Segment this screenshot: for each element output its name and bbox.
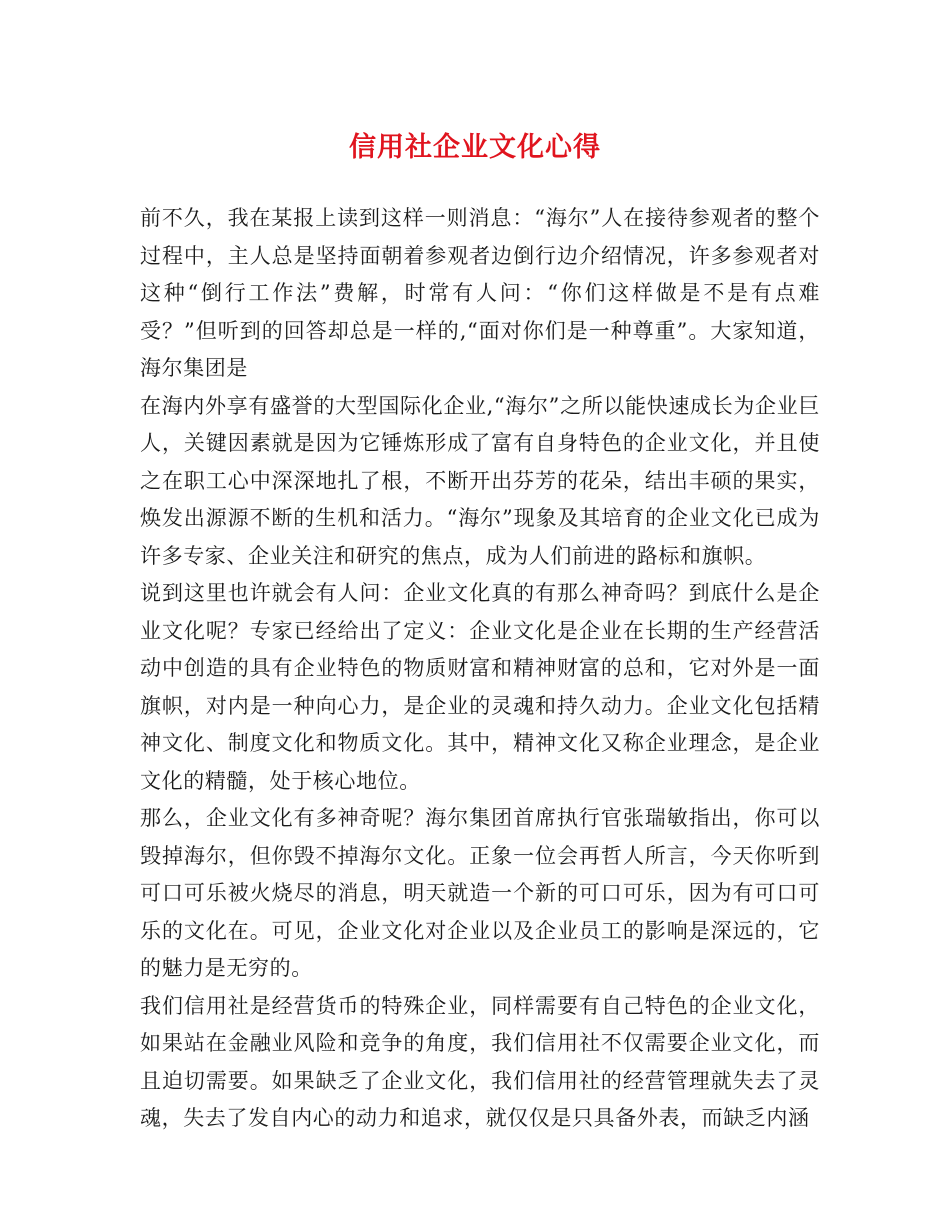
paragraph-4: 那么，企业文化有多神奇呢？海尔集团首席执行官张瑞敏指出，你可以毁掉海尔，但你毁不掉海尔文化。正象一位会再哲人所言，今天你听到可口可乐被火烧尽的消息，明天就造一个新的可口可乐，因为有可口可乐的文化在。可见，企业文化对企业以及企业员工的影响是深远的，它的魅力是无穷的。 [140,806,820,980]
page-title: 信用社企业文化心得 [349,132,601,163]
paragraph-2: 在海内外享有盛誉的大型国际化企业,“海尔”之所以能快速成长为企业巨人，关键因素就是因为它锤炼形成了富有自身特色的企业文化，并且使之在职工心中深深地扎了根，不断开出芬芳的花朵，结出丰硕的果实，焕发出源源不断的生机和活力。“海尔”现象及其培育的企业文化已成为许多专家、企业关注和研究的焦点，成为人们前进的路标和旗帜。 [140,393,820,568]
document-body [140,200,820,1138]
paragraph-1: 前不久，我在某报上读到这样一则消息：“海尔”人在接待参观者的整个过程中，主人总是坚持面朝着参观者边倒行边介绍情况，许多参观者对这种“倒行工作法”费解，时常有人问：“你们这样做是不是有点难受？”但听到的回答却总是一样的,“面对你们是一种尊重”。大家知道，海尔集团是 [140,206,820,380]
paragraph-3: 说到这里也许就会有人问：企业文化真的有那么神奇吗？到底什么是企业文化呢？专家已经给出了定义：企业文化是企业在长期的生产经营活动中创造的具有企业特色的物质财富和精神财富的总和，它对外是一面旗帜，对内是一种向心力，是企业的灵魂和持久动力。企业文化包括精神文化、制度文化和物质文化。其中，精神文化又称企业理念，是企业文化的精髓，处于核心地位。 [140,581,820,793]
paragraph-5: 我们信用社是经营货币的特殊企业，同样需要有自己特色的企业文化，如果站在金融业风险和竞争的角度，我们信用社不仅需要企业文化，而且迫切需要。如果缺乏了企业文化，我们信用社的经营管理就失去了灵魂，失去了发自内心的动力和追求，就仅仅是只具备外表，而缺乏内涵 [140,993,820,1130]
